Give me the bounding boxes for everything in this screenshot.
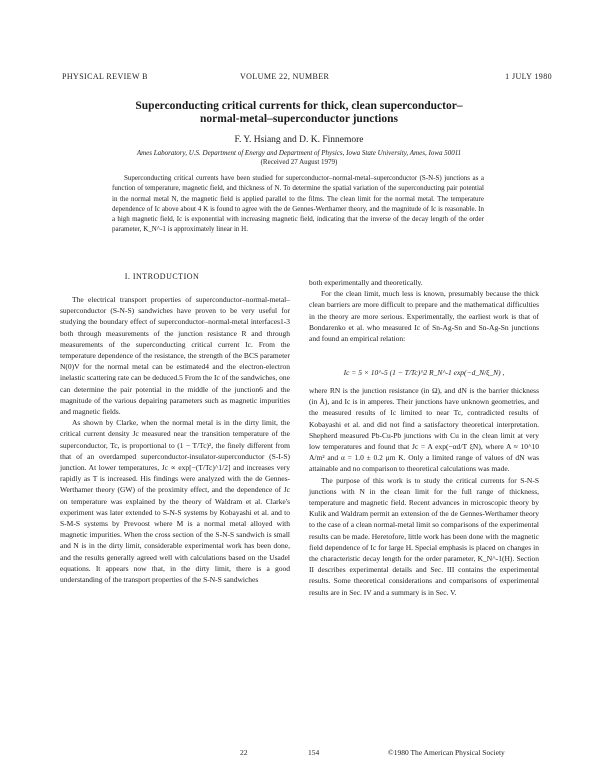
paragraph: The purpose of this work is to study the critical currents for S-N-S junctions with N in the clean limit for the full range of thickness, temperature and magnetic field. Recent advances in microscopic theory by Kulik and Waldram permit an extension of the de Gennes-Werthamer theory to the case of a clean normal-metal limit so comparisons of the experimental results can be made. Heretofore, little work has been done with the magnetic field dependence of Ic for large H. Special emphasis is placed on changes in the characteristic decay length for the order parameter, K_N^-1(H). Section II describes experimental details and Sec. III contains the experimental results. Some theoretical considerations and comparisons of experimental results are in Sec. IV and a summary is in Sec. V. (309, 475, 539, 597)
right-column-top (309, 277, 539, 344)
left-column (60, 294, 290, 585)
paragraph: The electrical transport properties of superconductor–normal-metal–superconductor (S-N-S) sandwiches have proven to be very useful for studying the boundary effect of superconductor–normal-metal interfaces1-3 both through measurements of the junction resistance R and through measurements of the superconducting critical current Ic. From the temperature dependence of the resistance, the strength of the BCS parameter N(0)V for the normal metal can be estimated4 and the electron-electron inelastic scattering rate can be deduced.5 From the Ic of the sandwiches, one can determine the pair potential in the middle of the junction6 and the magnitude of the various depairing parameters such as magnetic impurities and magnetic fields. (60, 295, 290, 417)
right-column-bottom (309, 385, 539, 598)
authors: F. Y. Hsiang and D. K. Finnemore (234, 135, 364, 145)
equation: Ic = 5 × 10^-5 (1 − T/Tc)^2 R_N^-1 exp(−d_N/ξ_N) , (343, 368, 505, 377)
received-date: (Received 27 August 1979) (260, 158, 338, 166)
paragraph: For the clean limit, much less is known, presumably because the thick clean barriers are more difficult to prepare and the mathematical difficulties in the theory are more serious. Experimentally, the earliest work is that of Bondarenko et al. who measured Ic of Sn-Ag-Sn and Sn-Ag-Sn junctions and found an empirical relation: (309, 289, 539, 344)
affiliation: Ames Laboratory, U.S. Department of Energy and Department of Physics, Iowa State University, Ames, Iowa 50011 (136, 149, 462, 157)
paper-title (60, 100, 538, 126)
page-number: 154 (308, 748, 320, 757)
title-line-1: Superconducting critical currents for thick, clean superconductor– (135, 100, 463, 112)
paragraph: both experimentally and theoretically. (309, 278, 423, 287)
paragraph: where RN is the junction resistance (in Ω), and dN is the barrier thickness (in Å), and Ic is in amperes. Their junctions have unknown geometries, and the measured results of Ic limited to near Tc, contradicted results of Kobayashi et al. and did not find a satisfactory theoretical interpretation. Shepherd measured Pb-Cu-Pb junctions with Cu in the clean limit at very low temperatures and found that Jc = A exp(−αd/T ξN), where A ≈ 10^10 A/m² and α = 1.0 ± 0.2 μm K. Only a limited range of values of dN was attainable and no comparison to theoretical calculations was made. (309, 386, 539, 474)
copyright: ©1980 The American Physical Society (388, 748, 505, 757)
journal-name: PHYSICAL REVIEW B (62, 72, 148, 81)
abstract: Superconducting critical currents have been studied for superconductor–normal-metal–superconductor (S-N-S) junctions as a function of temperature, magnetic field, and thickness of N. To determine the spatial variation of the superconducting pair potential in the normal metal N, the magnetic field is applied parallel to the films. The clean limit for the normal metal. The temperature dependence of Ic above about 4 K is found to agree with the de Gennes-Werthamer theory, and the magnitude of Ic is reasonable. In a high magnetic field, Ic is exponential with increasing magnetic field, indicating that the inverse of the decay length of the order parameter, K_N^-1 is approximately linear in H. (112, 174, 484, 234)
title-line-2: normal-metal–superconductor junctions (200, 113, 398, 125)
volume-number: VOLUME 22, NUMBER (240, 72, 330, 81)
issue-date: 1 JULY 1980 (505, 72, 552, 81)
paragraph: As shown by Clarke, when the normal metal is in the dirty limit, the critical current density Jc measured near the transition temperature of the superconductor, Tc, is proportional to (1 − T/Tc)², the finely different from that of an overdamped superconductor-insulator-superconductor (S-I-S) junction. At lower temperatures, Jc ∝ exp[−(T/Tc)^1/2] and increases very rapidly as T is increased. His findings were analyzed with the de Gennes-Werthamer theory (GW) of the proximity effect, and the dependence of Jc on temperature was explained by the theory of Waldram et al. Clarke's experiment was later extended to S-N-S systems by Kobayashi et al. and to S-M-S systems by Prevoost where M is a normal metal alloyed with magnetic impurities. When the cross section of the S-N-S sandwich is small and N is in the dirty limit, considerable experimental work has been done, and the results generally agreed well with calculations based on the Usadel equations. It appears now that, in the dirty limit, there is a good understanding of the transport properties of the S-N-S sandwiches (60, 418, 290, 585)
section-heading: I. INTRODUCTION (124, 272, 200, 281)
running-header (62, 72, 552, 84)
footer-volume: 22 (240, 748, 248, 757)
